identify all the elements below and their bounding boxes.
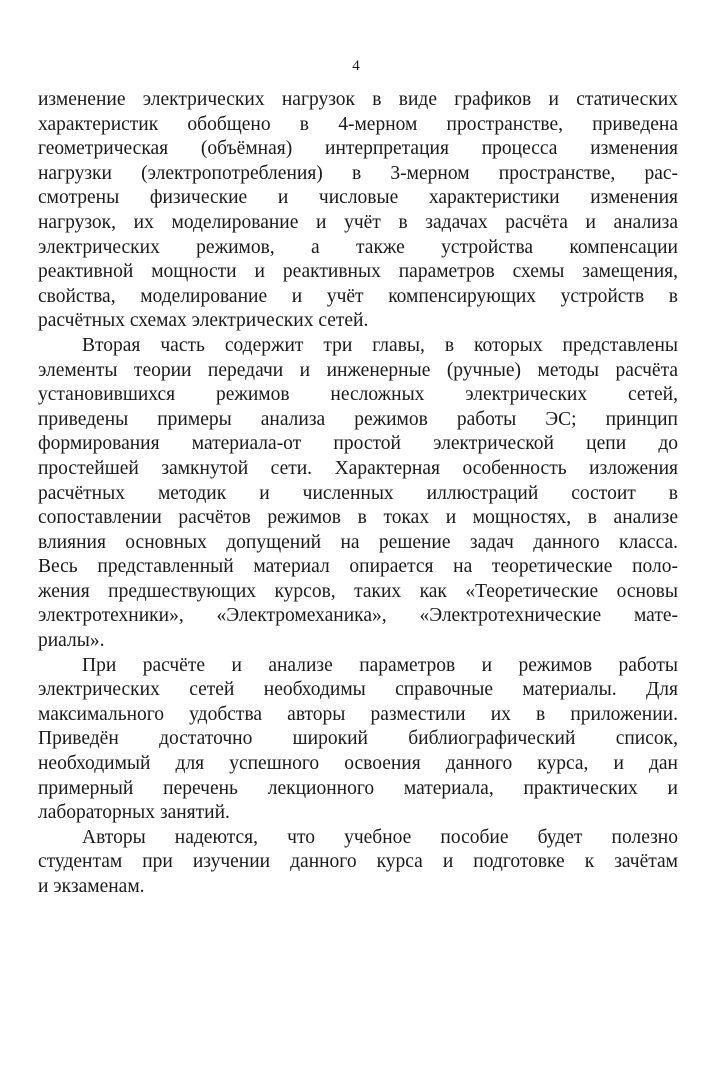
text-line: жения предшествующих курсов, таких как «Теоретические основы [38, 580, 678, 602]
text-line: и экзаменам. [38, 876, 145, 897]
text-line: формирования материала-от простой электрической цепи до [38, 433, 678, 455]
text-line: простейшей замкнутой сети. Характерная особенность изложения [38, 457, 678, 479]
text-line: смотрены физические и числовые характеристики изменения [38, 187, 678, 209]
text-line: Авторы надеются, что учебное пособие будет полезно [82, 826, 678, 848]
text-line: электрических режимов, а также устройства компенсации [38, 236, 678, 258]
body-text [38, 88, 678, 900]
text-line: расчётных методик и численных иллюстраций состоит в [38, 482, 678, 504]
text-line: При расчёте и анализе параметров и режимов работы [82, 654, 678, 676]
text-line: геометрическая (объёмная) интерпретация процесса изменения [38, 138, 678, 160]
text-line: свойства, моделирование и учёт компенсирующих устройств в [38, 285, 678, 307]
text-line: Весь представленный материал опирается на теоретические поло- [38, 556, 678, 578]
text-line: Приведён достаточно широкий библиографический список, [38, 728, 678, 750]
text-line: студентам при изучении данного курса и подготовке к зачётам [38, 851, 678, 873]
text-line: электрических сетей необходимы справочные материалы. Для [38, 679, 678, 701]
paragraph [38, 826, 678, 900]
paragraph [38, 334, 678, 654]
text-line: сопоставлении расчётов режимов в токах и мощностях, в анализе [38, 507, 678, 529]
paragraph [38, 88, 678, 334]
text-line: нагрузки (электропотребления) в 3-мерном пространстве, рас- [38, 162, 678, 184]
text-line: лабораторных занятий. [38, 802, 230, 824]
text-line: реактивной мощности и реактивных параметров схемы замещения, [38, 261, 678, 283]
page-number: 4 [352, 58, 360, 74]
text-line: характеристик обобщено в 4-мерном пространстве, приведена [38, 113, 678, 135]
text-line: приведены примеры анализа режимов работы ЭС; принцип [38, 408, 678, 430]
text-line: расчётных схемах электрических сетей. [38, 310, 369, 332]
text-line: изменение электрических нагрузок в виде графиков и статических [38, 89, 678, 110]
text-line: электротехники», «Электромеханика», «Электротехнические мате- [38, 605, 678, 627]
text-line: влияния основных допущений на решение задач данного класса. [38, 531, 678, 553]
text-line: максимального удобства авторы разместили их в приложении. [38, 703, 678, 725]
text-line: риалы». [38, 630, 105, 652]
paragraph [38, 654, 678, 826]
text-line: элементы теории передачи и инженерные (ручные) методы расчёта [38, 359, 678, 381]
text-line: необходимый для успешного освоения данного курса, и дан [38, 753, 678, 775]
text-line: примерный перечень лекционного материала, практических и [38, 777, 678, 799]
text-line: Вторая часть содержит три главы, в которых представлены [82, 334, 678, 356]
text-line: установившихся режимов несложных электрических сетей, [38, 384, 678, 406]
text-line: нагрузок, их моделирование и учёт в задачах расчёта и анализа [38, 211, 678, 233]
